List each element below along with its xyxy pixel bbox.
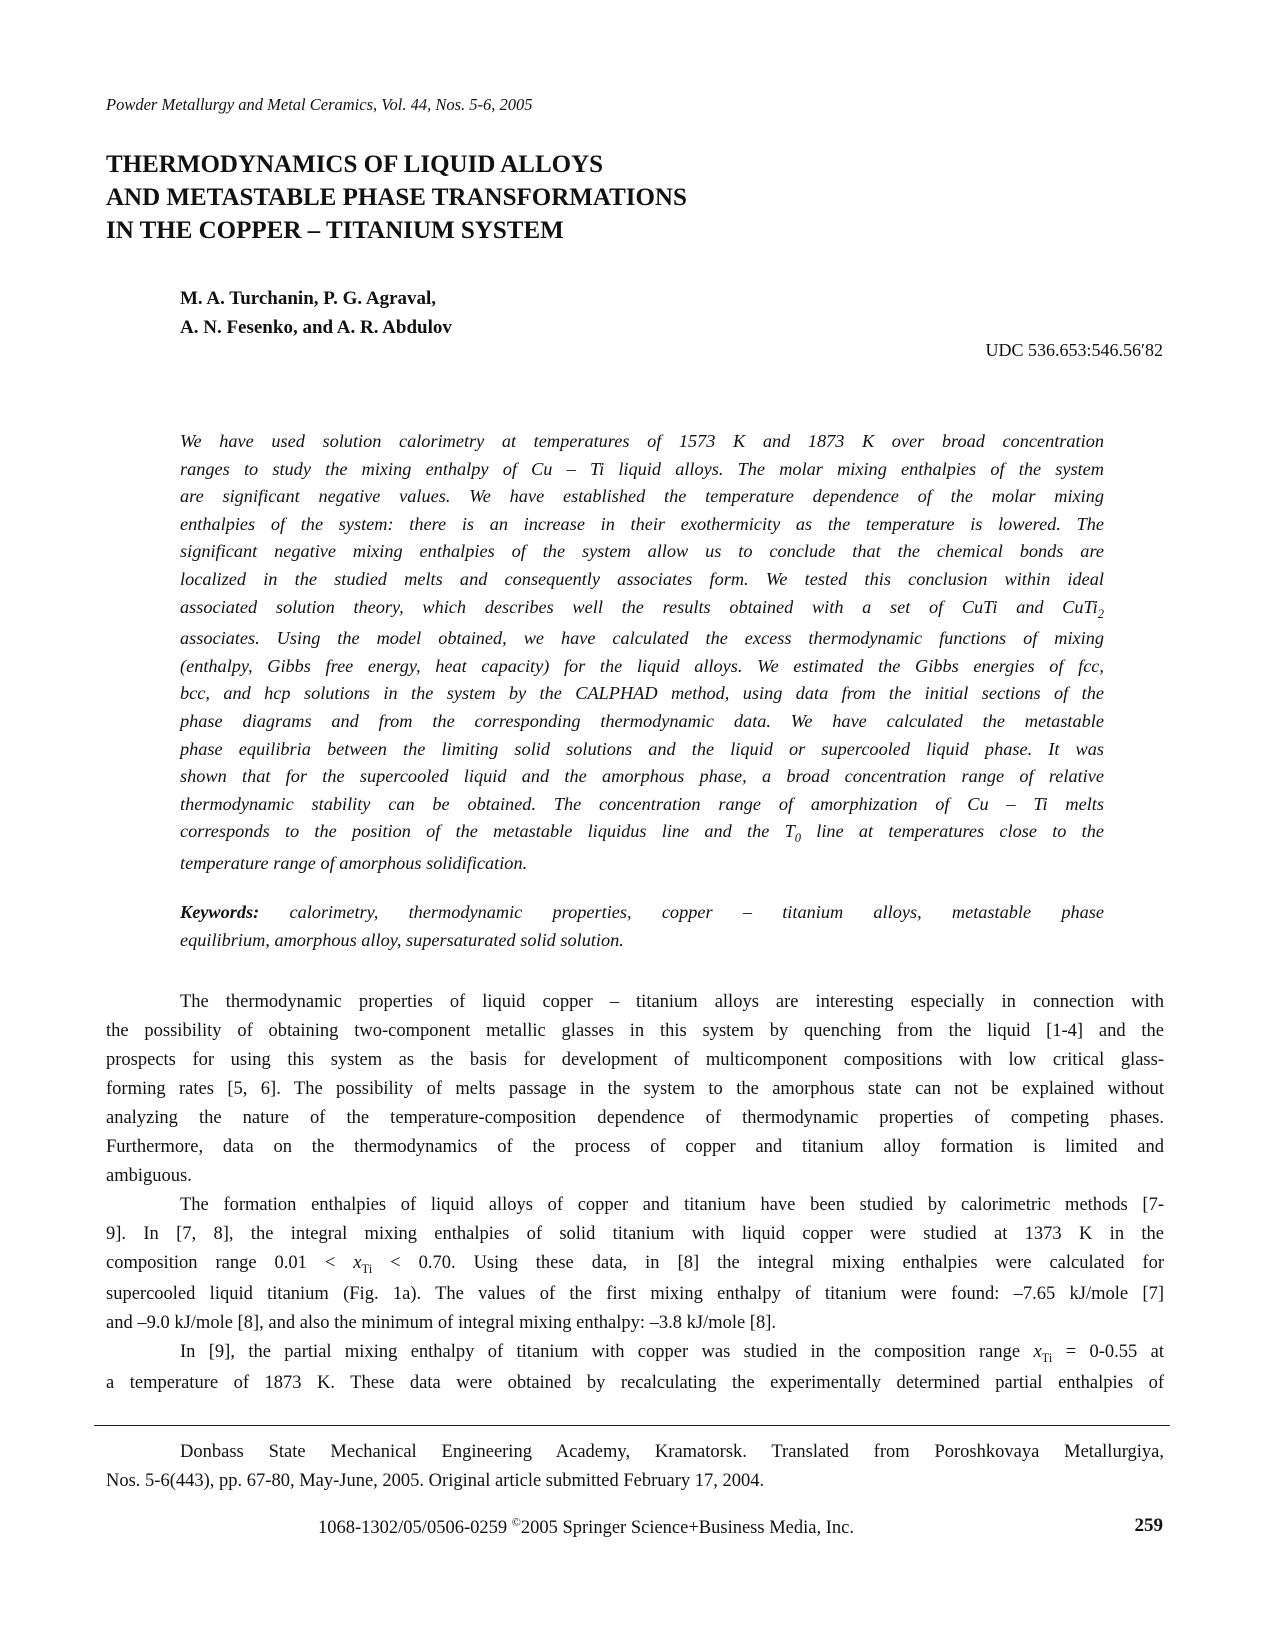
abstract-line: are significant negative values. We have established the temperature dependence of the molar mixing	[180, 486, 1104, 507]
abstract-line: bcc, and hcp solutions in the system by the CALPHAD method, using data from the initial sections of the	[180, 683, 1104, 704]
body-text: < 0.70. Using these data, in [8] the integral mixing enthalpies were calculated for	[372, 1253, 1164, 1273]
body-text: composition range 0.01 <	[106, 1253, 354, 1273]
author-line: M. A. Turchanin, P. G. Agraval,	[180, 288, 437, 309]
abstract-line: ranges to study the mixing enthalpy of Cu – Ti liquid alloys. The molar mixing enthalpies of the system	[180, 458, 1104, 479]
footnote-rule	[94, 1425, 1170, 1426]
body-line: forming rates [5, 6]. The possibility of melts passage in the system to the amorphous state can not be explained without	[106, 1079, 1164, 1099]
article-title	[106, 148, 687, 247]
abstract-line: (enthalpy, Gibbs free energy, heat capacity) for the liquid alloys. We estimated the Gibbs energies of fcc,	[180, 655, 1104, 676]
abstract-text: line at temperatures close to the	[801, 821, 1104, 842]
body-line: The formation enthalpies of liquid alloys of copper and titanium have been studied by calorimetric methods [7-	[180, 1195, 1164, 1215]
body-line: Furthermore, data on the thermodynamics of the process of copper and titanium alloy formation is limited and	[106, 1137, 1164, 1157]
keywords	[180, 898, 1104, 954]
keywords-text: calorimetry, thermodynamic properties, copper – titanium alloys, metastable phase	[259, 902, 1104, 922]
journal-citation: Powder Metallurgy and Metal Ceramics, Vol. 44, Nos. 5-6, 2005	[106, 95, 533, 114]
keywords-label: Keywords:	[180, 902, 260, 922]
abstract-line: localized in the studied melts and consequently associates form. We tested this conclusion within ideal	[180, 568, 1104, 589]
subscript: 0	[794, 831, 802, 846]
footnote-line: Nos. 5-6(443), pp. 67-80, May-June, 2005. Original article submitted February 17, 2004.	[106, 1471, 765, 1491]
abstract-line: phase equilibria between the limiting solid solutions and the liquid or supercooled liquid phase. It was	[180, 738, 1104, 759]
body-line: analyzing the nature of the temperature-composition dependence of thermodynamic properties of competing phases.	[106, 1108, 1164, 1128]
abstract-line: enthalpies of the system: there is an increase in their exothermicity as the temperature is lowered. The	[180, 513, 1104, 534]
abstract-line: We have used solution calorimetry at temperatures of 1573 K and 1873 K over broad concentration	[180, 431, 1104, 451]
body-line: ambiguous.	[106, 1166, 192, 1186]
body-line	[106, 1249, 1164, 1278]
abstract-line: thermodynamic stability can be obtained. The concentration range of amorphization of Cu – Ti melts	[180, 793, 1104, 814]
body-text: = 0-0.55 at	[1052, 1342, 1164, 1362]
subscript: 2	[1097, 606, 1104, 621]
page-number: 259	[1134, 1515, 1163, 1536]
body-line: The thermodynamic properties of liquid copper – titanium alloys are interesting especially in connection with	[180, 992, 1164, 1012]
body-line: a temperature of 1873 K. These data were obtained by recalculating the experimentally determined partial enthalpies of	[106, 1373, 1164, 1393]
affiliation-footnote	[106, 1438, 1164, 1496]
udc-code: UDC 536.653:546.56′82	[985, 340, 1163, 360]
body-text: In [9], the partial mixing enthalpy of titanium with copper was studied in the composition range	[180, 1342, 1034, 1362]
abstract-line	[180, 818, 1104, 846]
body-text	[106, 988, 1164, 1398]
body-line: supercooled liquid titanium (Fig. 1a). The values of the first mixing enthalpy of titanium were found: –7.65 kJ/mole [7]	[106, 1284, 1164, 1304]
abstract-line	[180, 594, 1104, 622]
publisher-line: 2005 Springer Science+Business Media, Inc.	[520, 1518, 854, 1539]
body-line	[106, 1338, 1164, 1367]
author-line: A. N. Fesenko, and A. R. Abdulov	[180, 317, 452, 338]
title-line: THERMODYNAMICS OF LIQUID ALLOYS	[106, 151, 604, 178]
body-line: prospects for using this system as the basis for development of multicomponent compositions with low critical glass-	[106, 1050, 1164, 1070]
subscript: Ti	[1041, 1351, 1053, 1365]
abstract-line: shown that for the supercooled liquid and the amorphous phase, a broad concentration range of relative	[180, 766, 1104, 787]
title-line: IN THE COPPER – TITANIUM SYSTEM	[106, 217, 564, 244]
keywords-line: equilibrium, amorphous alloy, supersaturated solid solution.	[180, 930, 624, 950]
body-line: the possibility of obtaining two-component metallic glasses in this system by quenching from the liquid [1-4] and the	[106, 1021, 1164, 1041]
body-line: 9]. In [7, 8], the integral mixing enthalpies of solid titanium with liquid copper were studied at 1373 K in the	[106, 1224, 1164, 1244]
abstract-text: corresponds to the position of the metastable liquidus line and the T	[180, 821, 795, 842]
author-list	[180, 284, 452, 342]
abstract	[180, 428, 1104, 878]
footnote-line: Donbass State Mechanical Engineering Academy, Kramatorsk. Translated from Poroshkovaya Metallurgiya,	[180, 1442, 1164, 1462]
abstract-line: associates. Using the model obtained, we have calculated the excess thermodynamic functions of mixing	[180, 628, 1104, 649]
footer-publication-code	[318, 1515, 854, 1539]
title-line: AND METASTABLE PHASE TRANSFORMATIONS	[106, 184, 687, 211]
variable-x: x	[353, 1253, 362, 1273]
abstract-text: associated solution theory, which describes well the results obtained with a set of CuTi and CuTi	[180, 596, 1098, 617]
abstract-line: phase diagrams and from the corresponding thermodynamic data. We have calculated the metastable	[180, 710, 1104, 731]
body-line: and –9.0 kJ/mole [8], and also the minimum of integral mixing enthalpy: –3.8 kJ/mole [8].	[106, 1313, 777, 1333]
abstract-line: significant negative mixing enthalpies of the system allow us to conclude that the chemical bonds are	[180, 541, 1104, 562]
subscript: Ti	[361, 1262, 373, 1276]
issn-code: 1068-1302/05/0506-0259	[318, 1518, 512, 1539]
copyright-symbol: ©	[511, 1515, 521, 1529]
keywords-line	[180, 898, 1104, 926]
abstract-line: temperature range of amorphous solidification.	[180, 852, 528, 873]
variable-x: x	[1033, 1342, 1042, 1362]
